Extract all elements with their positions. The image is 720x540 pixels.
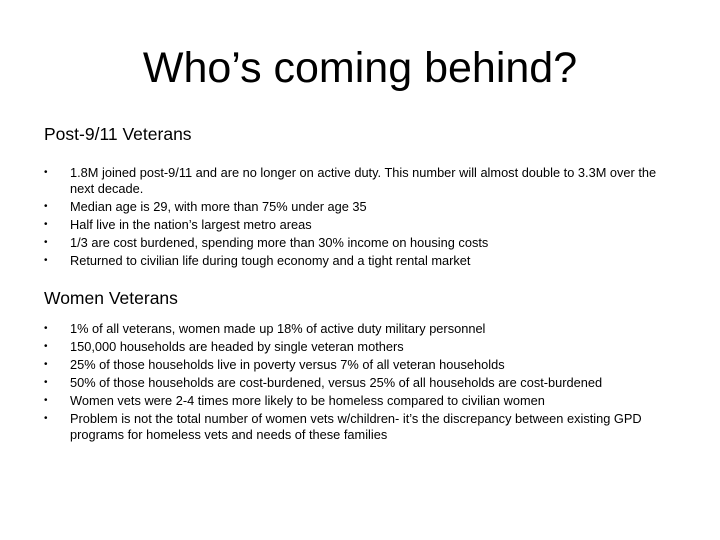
list-item-text: Women vets were 2-4 times more likely to be homeless compared to civilian women xyxy=(70,393,545,408)
bullet-icon: • xyxy=(44,341,48,352)
list-item xyxy=(44,165,674,197)
list-item xyxy=(44,339,674,355)
section-heading-women-veterans: Women Veterans xyxy=(44,288,178,308)
list-item xyxy=(44,357,674,373)
slide-title: Who’s coming behind? xyxy=(142,44,578,92)
bullet-list-post-911-veterans xyxy=(44,165,674,271)
list-item-text: 1/3 are cost burdened, spending more than 30% income on housing costs xyxy=(70,235,489,250)
list-item-text: 50% of those households are cost-burdened, versus 25% of all households are cost-burdened xyxy=(70,375,603,390)
list-item-text: 25% of those households live in poverty versus 7% of all veteran households xyxy=(70,357,505,372)
bullet-icon: • xyxy=(44,395,48,406)
bullet-icon: • xyxy=(44,255,48,266)
list-item xyxy=(44,411,674,443)
list-item xyxy=(44,253,674,269)
list-item-text: Half live in the nation’s largest metro areas xyxy=(70,217,312,232)
bullet-icon: • xyxy=(44,167,48,178)
list-item xyxy=(44,217,674,233)
list-item-text: 1.8M joined post-9/11 and are no longer on active duty. This number will almost double to 3.3M over the next decade. xyxy=(70,165,657,196)
list-item-text: 1% of all veterans, women made up 18% of active duty military personnel xyxy=(70,321,486,336)
bullet-icon: • xyxy=(44,359,48,370)
bullet-list-women-veterans xyxy=(44,321,674,445)
bullet-icon: • xyxy=(44,237,48,248)
bullet-icon: • xyxy=(44,377,48,388)
list-item xyxy=(44,235,674,251)
bullet-icon: • xyxy=(44,219,48,230)
section-heading-post-911-veterans: Post-9/11 Veterans xyxy=(44,124,192,144)
list-item-text: Returned to civilian life during tough economy and a tight rental market xyxy=(70,253,471,268)
bullet-icon: • xyxy=(44,201,48,212)
list-item xyxy=(44,375,674,391)
list-item xyxy=(44,321,674,337)
list-item-text: Median age is 29, with more than 75% under age 35 xyxy=(70,199,367,214)
bullet-icon: • xyxy=(44,413,48,424)
list-item xyxy=(44,393,674,409)
list-item xyxy=(44,199,674,215)
list-item-text: 150,000 households are headed by single veteran mothers xyxy=(70,339,404,354)
list-item-text: Problem is not the total number of women vets w/children- it’s the discrepancy between existing GPD programs for homeless vets and needs of these families xyxy=(70,411,642,442)
bullet-icon: • xyxy=(44,323,48,334)
